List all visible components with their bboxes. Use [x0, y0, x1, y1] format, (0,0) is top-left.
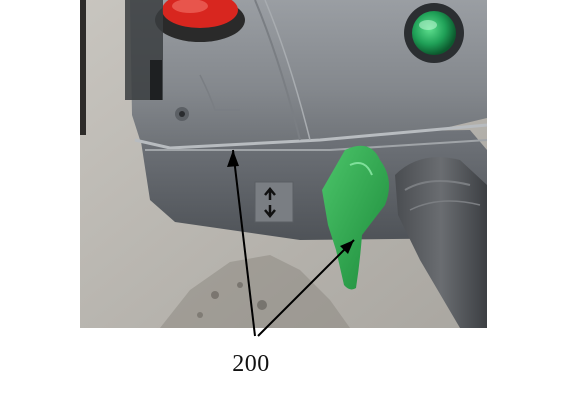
- green-button: [412, 11, 456, 55]
- photo-left-strip: [80, 0, 86, 135]
- arrow-plate: [255, 182, 293, 222]
- reference-numeral: 200: [232, 351, 270, 377]
